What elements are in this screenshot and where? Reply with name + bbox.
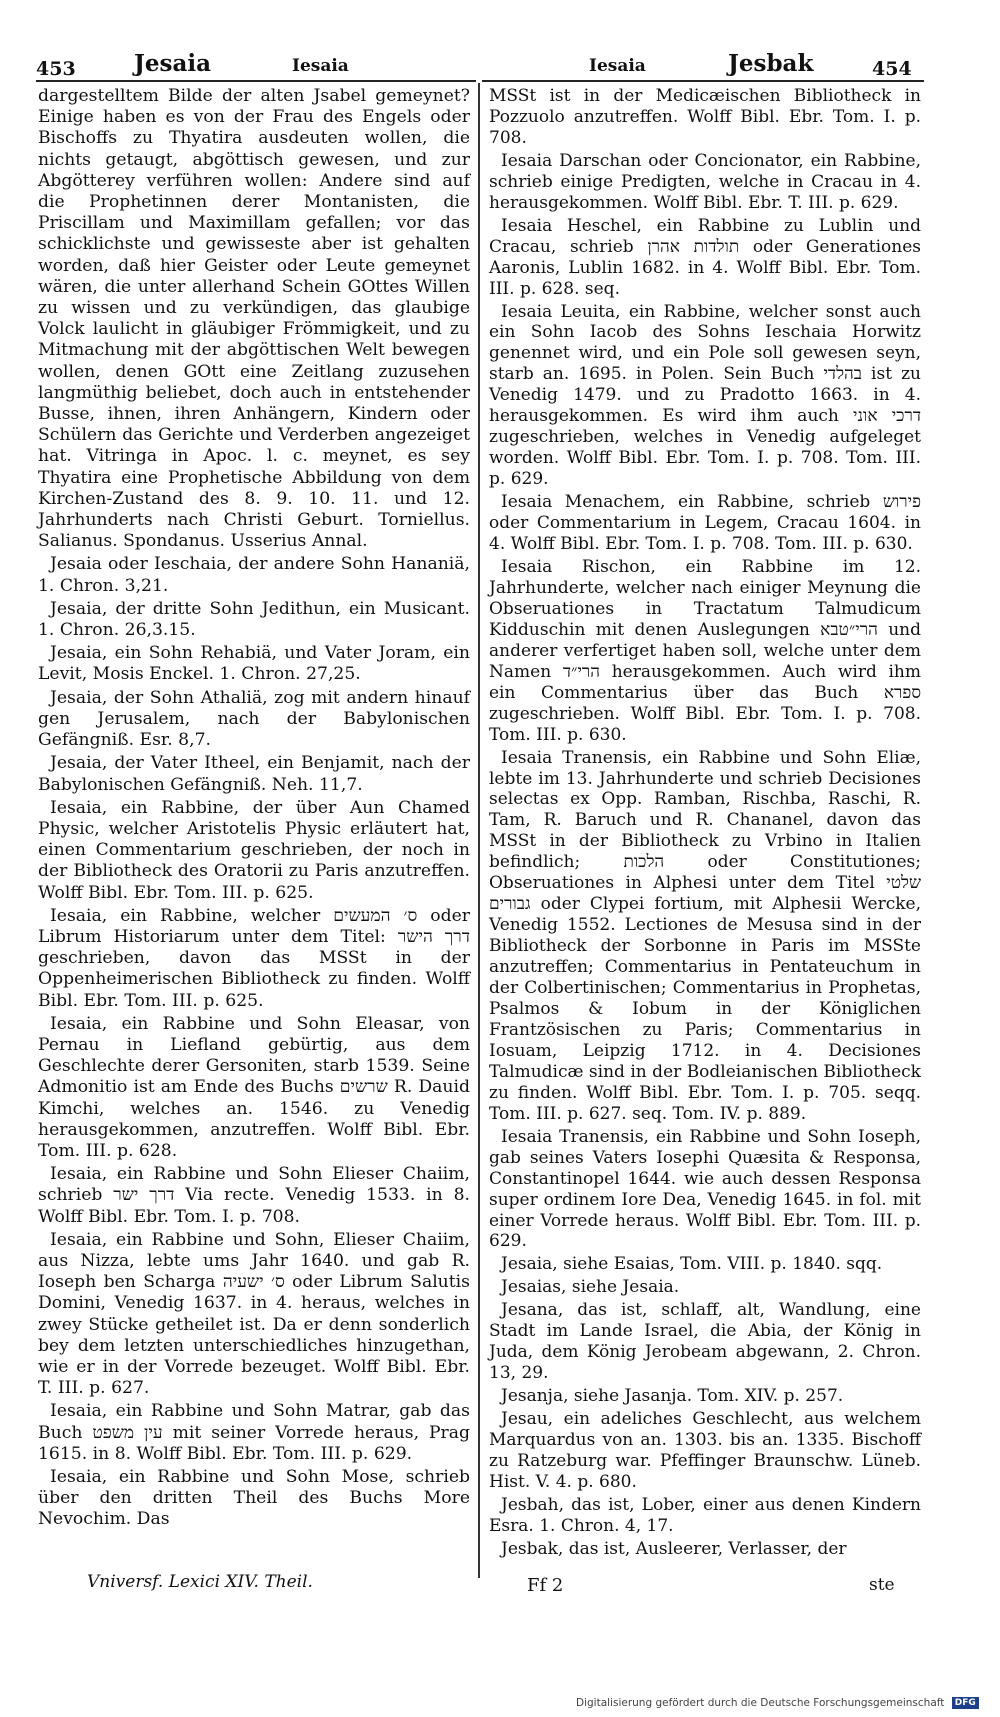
entry-paragraph: Jesau, ein adeliches Geschlecht, aus welchem Marquardus von an. 1303. bis an. 1335. Bischoff zu Ratzeburg war. Pfeffinger Braunschw. Lüneb. Hist. V. 4. p. 680. (489, 1409, 921, 1492)
entry-paragraph: Jesana, das ist, schlaff, alt, Wandlung, eine Stadt im Lande Israel, die Abia, der König in Juda, dem König Jerobeam abgewann, 2. Chron. 13, 29. (489, 1300, 921, 1384)
entry-paragraph: Jesaia, ein Sohn Rehabiä, und Vater Joram, ein Levit, Mosis Enckel. 1. Chron. 27,25. (38, 643, 470, 685)
entry-paragraph: Iesaia Rischon, ein Rabbine im 12. Jahrhunderte, welcher nach einiger Meynung die Obseruationes in Tractatum Talmudicum Kidduschin mit denen Auslegungen הרי״טבא und anderer verfertiget haben soll, welche unter dem Namen הרי״ד herausgekommen. Auch wird ihm ein Commentarius über das Buch ספרא zugeschrieben. Wolff Bibl. Ebr. Tom. I. p. 708. Tom. III. p. 630. (489, 556, 921, 745)
entry-paragraph: Jesaia, der dritte Sohn Jedithun, ein Musicant. 1. Chron. 26,3.15. (38, 598, 470, 641)
entry-paragraph: Jesbak, das ist, Ausleerer, Verlasser, der (501, 1538, 847, 1559)
sheet-signature: Ff 2 (527, 1575, 564, 1596)
left-running-title-2: Iesaia (292, 56, 349, 76)
entry-paragraph: Jesaia oder Ieschaia, der andere Sohn Hananiä, 1. Chron. 3,21. (38, 554, 470, 596)
left-running-title: Jesaia (134, 50, 212, 77)
running-header (0, 46, 1000, 80)
entry-paragraph: MSSt ist in der Medicæischen Bibliotheck in Pozzuolo anzutreffen. Wolff Bibl. Ebr. Tom. I. p. 708. (489, 86, 921, 148)
entry-paragraph: Iesaia, ein Rabbine und Sohn, Elieser Chaiim, aus Nizza, lebte ums Jahr 1640. und gab R. Ioseph ben Scharga ס׳ ישעיה oder Librum Salutis Domini, Venedig 1637. in 4. heraus, welches in zwey Stücke getheilet ist. Da er denn sonderlich bey dem letzten unterschiedliches hinzugethan, wie er in der Vorrede bezeuget. Wolff Bibl. Ebr. T. III. p. 627. (38, 1229, 470, 1399)
column-divider (478, 83, 480, 1578)
entry-paragraph: Jesaia, der Vater Itheel, ein Benjamit, nach der Babylonischen Gefängniß. Neh. 11,7. (38, 753, 470, 795)
entry-paragraph: Iesaia Tranensis, ein Rabbine und Sohn Ioseph, gab seines Vaters Iosephi Quæsita & Responsa, Constantinopel 1644. wie auch dessen Responsa super ordinem Iore Dea, Venedig 1645. in fol. mit einer Vorrede heraus. Wolff Bibl. Ebr. Tom. III. p. 629. (489, 1126, 921, 1252)
right-running-title-2: Jesbak (728, 50, 814, 77)
entry-paragraph: Iesaia Tranensis, ein Rabbine und Sohn Eliæ, lebte im 13. Jahrhunderte und schrieb Decisiones selectas ex Opp. Ramban, Rischba, Raschi, R. Tam, R. Baruch und R. Chananel, davon das MSSt in der Bibliotheck zu Vrbino in Italien befindlich; הלכות oder Constitutiones; Obseruationes in Alphesi unter dem Titel שלטי גבורים oder Clypei fortium, mit Alphesii Wercke, Venedig 1552. Lectiones de Mesusa sind in der Bibliotheck der Sorbonne in Paris im MSSte anzutreffen; Commentarius in Pentateuchum in der Colbertinischen; Commentarius in Prophetas, Psalmos & Iobum in der Königlichen Frantzösischen zu Paris; Commentarius in Iosuam, Leipzig 1712. in 4. Decisiones Talmudicæ sind in der Bodleianischen Bibliotheck zu finden. Wolff Bibl. Ebr. Tom. I. p. 705. seqq. Tom. III. p. 627. seq. Tom. IV. p. 889. (489, 747, 921, 1124)
entry-paragraph: Jesanja, siehe Jasanja. Tom. XIV. p. 257. (501, 1386, 844, 1407)
digitization-credit (576, 1697, 979, 1709)
left-column (38, 86, 470, 1531)
right-column (489, 86, 921, 1560)
entry-paragraph: Iesaia, ein Rabbine und Sohn Matrar, gab das Buch עין משפט mit seiner Vorrede heraus, Prag 1615. in 8. Wolff Bibl. Ebr. Tom. III. p. 629. (38, 1401, 471, 1464)
volume-catchline: Vniversf. Lexici XIV. Theil. (87, 1572, 313, 1592)
entry-paragraph: Iesaia Heschel, ein Rabbine zu Lublin und Cracau, schrieb תולדות אהרן oder Generationes Aaronis, Lublin 1682. in 4. Wolff Bibl. Ebr. Tom. III. p. 628. seq. (489, 215, 921, 299)
header-rule-right (482, 80, 924, 82)
entry-paragraph: Iesaia, ein Rabbine und Sohn Elieser Chaiim, schrieb דרך ישר Via recte. Venedig 1533. in 8. Wolff Bibl. Ebr. Tom. I. p. 708. (38, 1164, 471, 1227)
header-rule-left (36, 80, 476, 82)
entry-paragraph: Jesaia, siehe Esaias, Tom. VIII. p. 1840. sqq. (501, 1254, 883, 1275)
right-running-title: Iesaia (589, 56, 646, 76)
catchword: ste (869, 1575, 895, 1595)
entry-paragraph: Iesaia Menachem, ein Rabbine, schrieb פירוש oder Commentarium in Legem, Cracau 1604. in 4. Wolff Bibl. Ebr. Tom. I. p. 708. Tom. III. p. 630. (489, 492, 921, 555)
entry-paragraph: Jesaia, der Sohn Athaliä, zog mit andern hinauf gen Jerusalem, nach der Babylonischen Gefängniß. Esr. 8,7. (38, 687, 470, 751)
left-page-number: 453 (36, 58, 76, 80)
entry-paragraph: Iesaia, ein Rabbine und Sohn Eleasar, von Pernau in Liefland gebürtig, aus dem Geschlechte derer Gersoniten, starb 1539. Seine Admonitio ist am Ende des Buchs שרשים R. Dauid Kimchi, welches an. 1546. zu Venedig herausgekommen, anzutreffen. Wolff Bibl. Ebr. Tom. III. p. 628. (38, 1013, 470, 1161)
dfg-logo: DFG (952, 1697, 979, 1709)
entry-paragraph: Iesaia Darschan oder Concionator, ein Rabbine, schrieb einige Predigten, welche in Cracau in 4. herausgekommen. Wolff Bibl. Ebr. T. III. p. 629. (489, 150, 921, 213)
entry-paragraph: Jesbah, das ist, Lober, einer aus denen Kindern Esra. 1. Chron. 4, 17. (489, 1494, 921, 1536)
digitization-credit-text: Digitalisierung gefördert durch die Deutsche Forschungsgemeinschaft (576, 1697, 945, 1709)
entry-paragraph: Iesaia, ein Rabbine und Sohn Mose, schrieb über den dritten Theil des Buchs More Nevochim. Das (38, 1467, 470, 1530)
right-page-number: 454 (872, 58, 912, 80)
entry-paragraph: Iesaia Leuita, ein Rabbine, welcher sonst auch ein Sohn Iacob des Sohns Ieschaia Horwitz genennet wird, und ein Pole soll gewesen seyn, starb an. 1695. in Polen. Sein Buch בהלדי ist zu Venedig 1479. und zu Pradotto 1663. in 4. herausgekommen. Es wird ihm auch דרכי אוני zugeschrieben, welches in Venedig aufgeleget worden. Wolff Bibl. Ebr. Tom. I. p. 708. Tom. III. p. 629. (489, 301, 921, 490)
entry-paragraph: Iesaia, ein Rabbine, der über Aun Chamed Physic, welcher Aristotelis Physic erläutert hat, einen Commentarium geschrieben, der noch in der Bibliotheck des Oratorii zu Paris anzutreffen. Wolff Bibl. Ebr. Tom. III. p. 625. (38, 797, 470, 903)
entry-paragraph: Jesaias, siehe Jesaia. (501, 1277, 680, 1298)
entry-paragraph: dargestelltem Bilde der alten Jsabel gemeynet? Einige haben es von der Frau des Engels oder Bischoffs zu Thyatira ausdeuten wollen, die nichts getaugt, abgöttisch gewesen, und zur Abgötterey verführen wollen: Andere sind auf die Prophetinnen derer Montanisten, die Priscillam und Maximillam gefallen; vor das schicklichste und gewisseste aber ist gehalten worden, daß hier Geister oder Leute gemeynet wären, die unter allerhand Schein GOttes Willen zu wissen und zu verkündigen, das glaubige Volck laulicht in gläubiger Frömmigkeit, und zu Mitmachung mit der abgöttischen Welt bewegen wollen, denen GOtt eine Zeitlang zuzusehen langmüthig beliebet, doch auch in entstehender Busse, ihnen, ihren Anhängern, Kindern oder Schülern das Gerichte und Verderben angezeiget hat. Vitringa in Apoc. l. c. meynet, es sey Thyatira eine Prophetische Abbildung von dem Kirchen-Zustand des 8. 9. 10. 11. und 12. Jahrhunderts nach Christi Geburt. Torniellus. Salianus. Spondanus. Usserius Annal. (38, 86, 470, 552)
entry-paragraph: Iesaia, ein Rabbine, welcher ס׳ המעשים oder Librum Historiarum unter dem Titel: דרך הישר geschrieben, davon das MSSt in der Oppenheimerischen Bibliotheck zu finden. Wolff Bibl. Ebr. Tom. III. p. 625. (38, 905, 470, 1011)
